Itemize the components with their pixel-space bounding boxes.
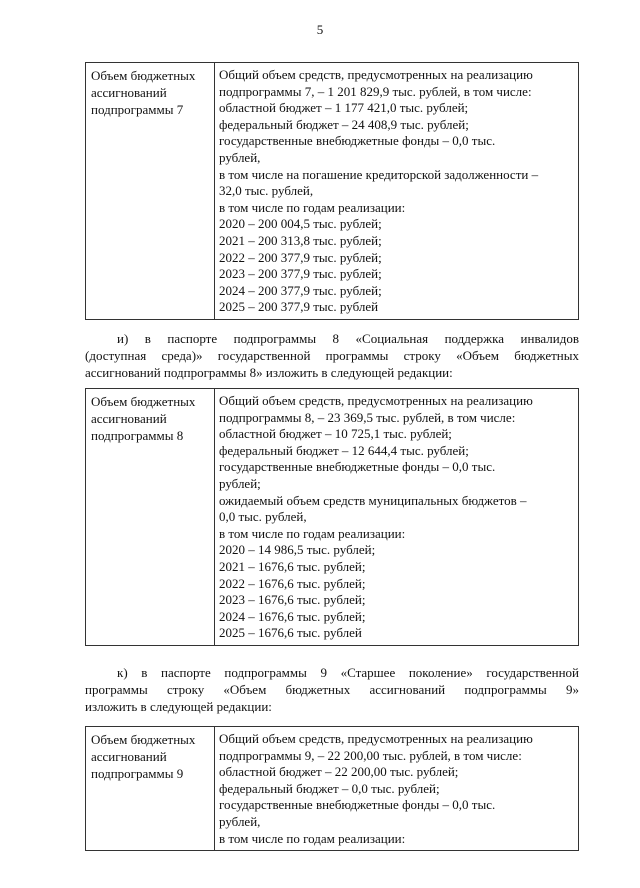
paragraph-i xyxy=(85,330,579,381)
value-line: 2023 – 200 377,9 тыс. рублей; xyxy=(219,266,382,282)
value-line: 2023 – 1676,6 тыс. рублей; xyxy=(219,592,366,608)
value-line: 32,0 тыс. рублей, xyxy=(219,183,314,199)
value-line: областной бюджет – 22 200,00 тыс. рублей; xyxy=(219,764,459,780)
budget-table-subprogram-9 xyxy=(85,726,579,851)
value-line: 2021 – 1676,6 тыс. рублей; xyxy=(219,558,366,574)
value-line: 2024 – 200 377,9 тыс. рублей; xyxy=(219,282,382,298)
value-line: 0,0 тыс. рублей, xyxy=(219,509,307,525)
value-line: в том числе по годам реализации: xyxy=(219,525,406,541)
value-line: в том числе по годам реализации: xyxy=(219,199,406,215)
value-line: государственные внебюджетные фонды – 0,0 тыс. xyxy=(219,133,496,149)
value-line: подпрограммы 7, – 1 201 829,9 тыс. рублей, в том числе: xyxy=(219,83,532,99)
value-line: 2022 – 1676,6 тыс. рублей; xyxy=(219,575,366,591)
value-line: государственные внебюджетные фонды – 0,0 тыс. xyxy=(219,797,496,813)
value-line: Общий объем средств, предусмотренных на реализацию xyxy=(219,393,533,408)
value-line: областной бюджет – 10 725,1 тыс. рублей; xyxy=(219,426,452,442)
paragraph-line: к) в паспорте подпрограммы 9 «Старшее поколение» государственной xyxy=(117,665,579,680)
paragraph-line: ассигнований подпрограммы 8» изложить в следующей редакции: xyxy=(85,365,453,380)
label-line: подпрограммы 9 xyxy=(91,766,184,781)
paragraph-line: изложить в следующей редакции: xyxy=(85,699,272,714)
value-line: 2022 – 200 377,9 тыс. рублей; xyxy=(219,249,382,265)
table-value-cell xyxy=(215,389,578,645)
table-label-cell xyxy=(86,727,215,850)
value-line: в том числе по годам реализации: xyxy=(219,830,406,846)
table-value-cell xyxy=(215,63,578,319)
label-line: ассигнований xyxy=(91,85,167,100)
value-line: 2020 – 14 986,5 тыс. рублей; xyxy=(219,542,376,558)
value-line: подпрограммы 8, – 23 369,5 тыс. рублей, в том числе: xyxy=(219,409,516,425)
paragraph-line: и) в паспорте подпрограммы 8 «Социальная поддержка инвалидов xyxy=(117,331,579,346)
label-line: ассигнований xyxy=(91,411,167,426)
value-line: 2020 – 200 004,5 тыс. рублей; xyxy=(219,216,382,232)
table-label-cell xyxy=(86,389,215,645)
value-line: рублей, xyxy=(219,813,261,829)
paragraph-k xyxy=(85,664,579,715)
budget-table-subprogram-7 xyxy=(85,62,579,320)
value-line: рублей; xyxy=(219,475,261,491)
value-line: рублей, xyxy=(219,149,261,165)
value-line: 2024 – 1676,6 тыс. рублей; xyxy=(219,608,366,624)
value-line: 2021 – 200 313,8 тыс. рублей; xyxy=(219,232,382,248)
label-line: Объем бюджетных xyxy=(91,394,196,409)
value-line: областной бюджет – 1 177 421,0 тыс. рублей; xyxy=(219,100,469,116)
label-line: ассигнований xyxy=(91,749,167,764)
value-line: в том числе на погашение кредиторской задолженности – xyxy=(219,166,539,182)
table-value-cell xyxy=(215,727,578,850)
label-line: подпрограммы 8 xyxy=(91,428,184,443)
value-line: 2025 – 200 377,9 тыс. рублей xyxy=(219,299,379,315)
paragraph-line: программы строку «Объем бюджетных ассигнований подпрограммы 9» xyxy=(85,682,579,697)
value-line: 2025 – 1676,6 тыс. рублей xyxy=(219,625,362,641)
value-line: подпрограммы 9, – 22 200,00 тыс. рублей, в том числе: xyxy=(219,747,522,763)
value-line: Общий объем средств, предусмотренных на реализацию xyxy=(219,67,533,82)
label-line: подпрограммы 7 xyxy=(91,102,184,117)
paragraph-line: (доступная среда)» государственной программы строку «Объем бюджетных xyxy=(85,348,579,363)
label-line: Объем бюджетных xyxy=(91,732,196,747)
table-label-cell xyxy=(86,63,215,319)
budget-table-subprogram-8 xyxy=(85,388,579,646)
value-line: государственные внебюджетные фонды – 0,0 тыс. xyxy=(219,459,496,475)
page-number: 5 xyxy=(316,22,324,37)
value-line: федеральный бюджет – 0,0 тыс. рублей; xyxy=(219,780,440,796)
value-line: ожидаемый объем средств муниципальных бюджетов – xyxy=(219,492,527,508)
label-line: Объем бюджетных xyxy=(91,68,196,83)
value-line: Общий объем средств, предусмотренных на реализацию xyxy=(219,731,533,746)
value-line: федеральный бюджет – 24 408,9 тыс. рублей; xyxy=(219,116,469,132)
value-line: федеральный бюджет – 12 644,4 тыс. рублей; xyxy=(219,442,469,458)
